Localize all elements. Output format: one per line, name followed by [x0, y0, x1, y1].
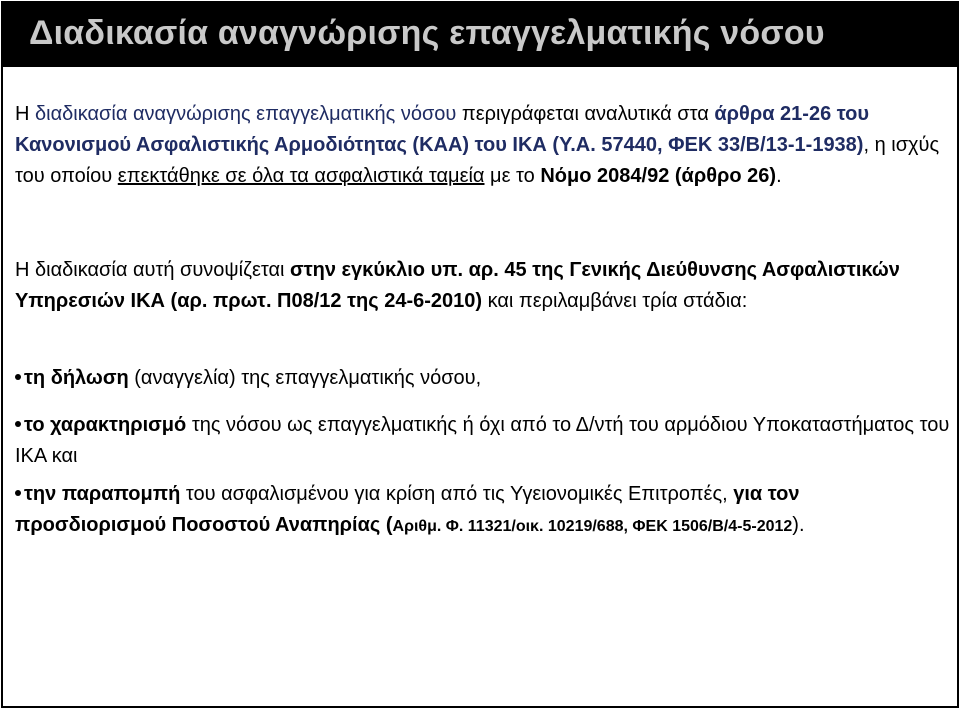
bullet-dot-icon — [15, 421, 21, 427]
bullet-2-bold: το χαρακτηρισμό — [24, 414, 187, 436]
p2-text-1: Η διαδικασία αυτή συνοψίζεται — [15, 259, 291, 281]
bullet-dot-icon — [15, 490, 21, 496]
p1-text-2: περιγράφεται αναλυτικά στα — [456, 103, 715, 125]
paragraph-legal-basis — [15, 99, 951, 192]
p1-gazette-ref: 57440, ΦΕΚ 33/Β/13-1-1938) — [595, 134, 864, 156]
bullet-1-bold: τη δήλωση — [24, 367, 129, 389]
bullet-item-characterization — [15, 410, 951, 472]
bullet-dot-icon — [15, 374, 21, 380]
p1-procedure-term: διαδικασία αναγνώρισης επαγγελματικής νόσου — [35, 103, 457, 125]
bullet-item-referral — [15, 479, 951, 542]
p2-text-2: και περιλαμβάνει τρία στάδια: — [482, 290, 748, 312]
slide-frame — [1, 1, 959, 708]
paragraph-circular — [15, 255, 951, 317]
p1-text-4: με το — [484, 165, 541, 187]
bullet-3-bold-2: για τον προσδιορισμού Ποσοστού Αναπηρίας ( — [15, 483, 800, 536]
p2-circular-ref: στην εγκύκλιο υπ. αρ. 45 της Γενικής Διεύθυνσης Ασφαλιστικών Υπηρεσιών ΙΚΑ (αρ. πρωτ. Π08/12 της 24-6-2010) — [15, 259, 900, 312]
bullet-3-legal-ref: Αριθμ. Φ. 11321/οικ. 10219/688, ΦΕΚ 1506/Β/4-5-2012 — [392, 518, 793, 535]
p1-text-5: . — [776, 165, 782, 187]
bullet-3-bold: την παραπομπή — [24, 483, 181, 505]
bullet-item-declaration — [15, 363, 951, 394]
p1-ministerial-decision: Υ.Α. — [559, 134, 596, 156]
p1-law-ref: Νόμο 2084/92 (άρθρο 26) — [540, 165, 777, 187]
bullet-3-end: ). — [792, 514, 805, 536]
p1-extension-text: επεκτάθηκε σε όλα τα ασφαλιστικά ταμεία — [117, 165, 485, 187]
p1-text-1: Η — [15, 103, 35, 125]
slide-title: Διαδικασία αναγνώρισης επαγγελματικής νόσου — [29, 14, 825, 52]
title-bar — [3, 3, 957, 67]
bullet-2-text: της νόσου ως επαγγελματικής ή όχι από το Δ/ντή του αρμόδιου Υποκαταστήματος του ΙΚΑ και — [15, 414, 950, 467]
bullet-3-text: του ασφαλισμένου για κρίση από τις Υγειονομικές Επιτροπές, — [180, 483, 734, 505]
bullet-1-text: (αναγγελία) της επαγγελματικής νόσου, — [128, 367, 482, 389]
p1-text-3: , η ισχύς του οποίου — [15, 134, 940, 187]
p1-articles-ref: άρθρα 21-26 του Κανονισμού Ασφαλιστικής Αρμοδιότητας (ΚΑΑ) του ΙΚΑ ( — [15, 103, 869, 156]
